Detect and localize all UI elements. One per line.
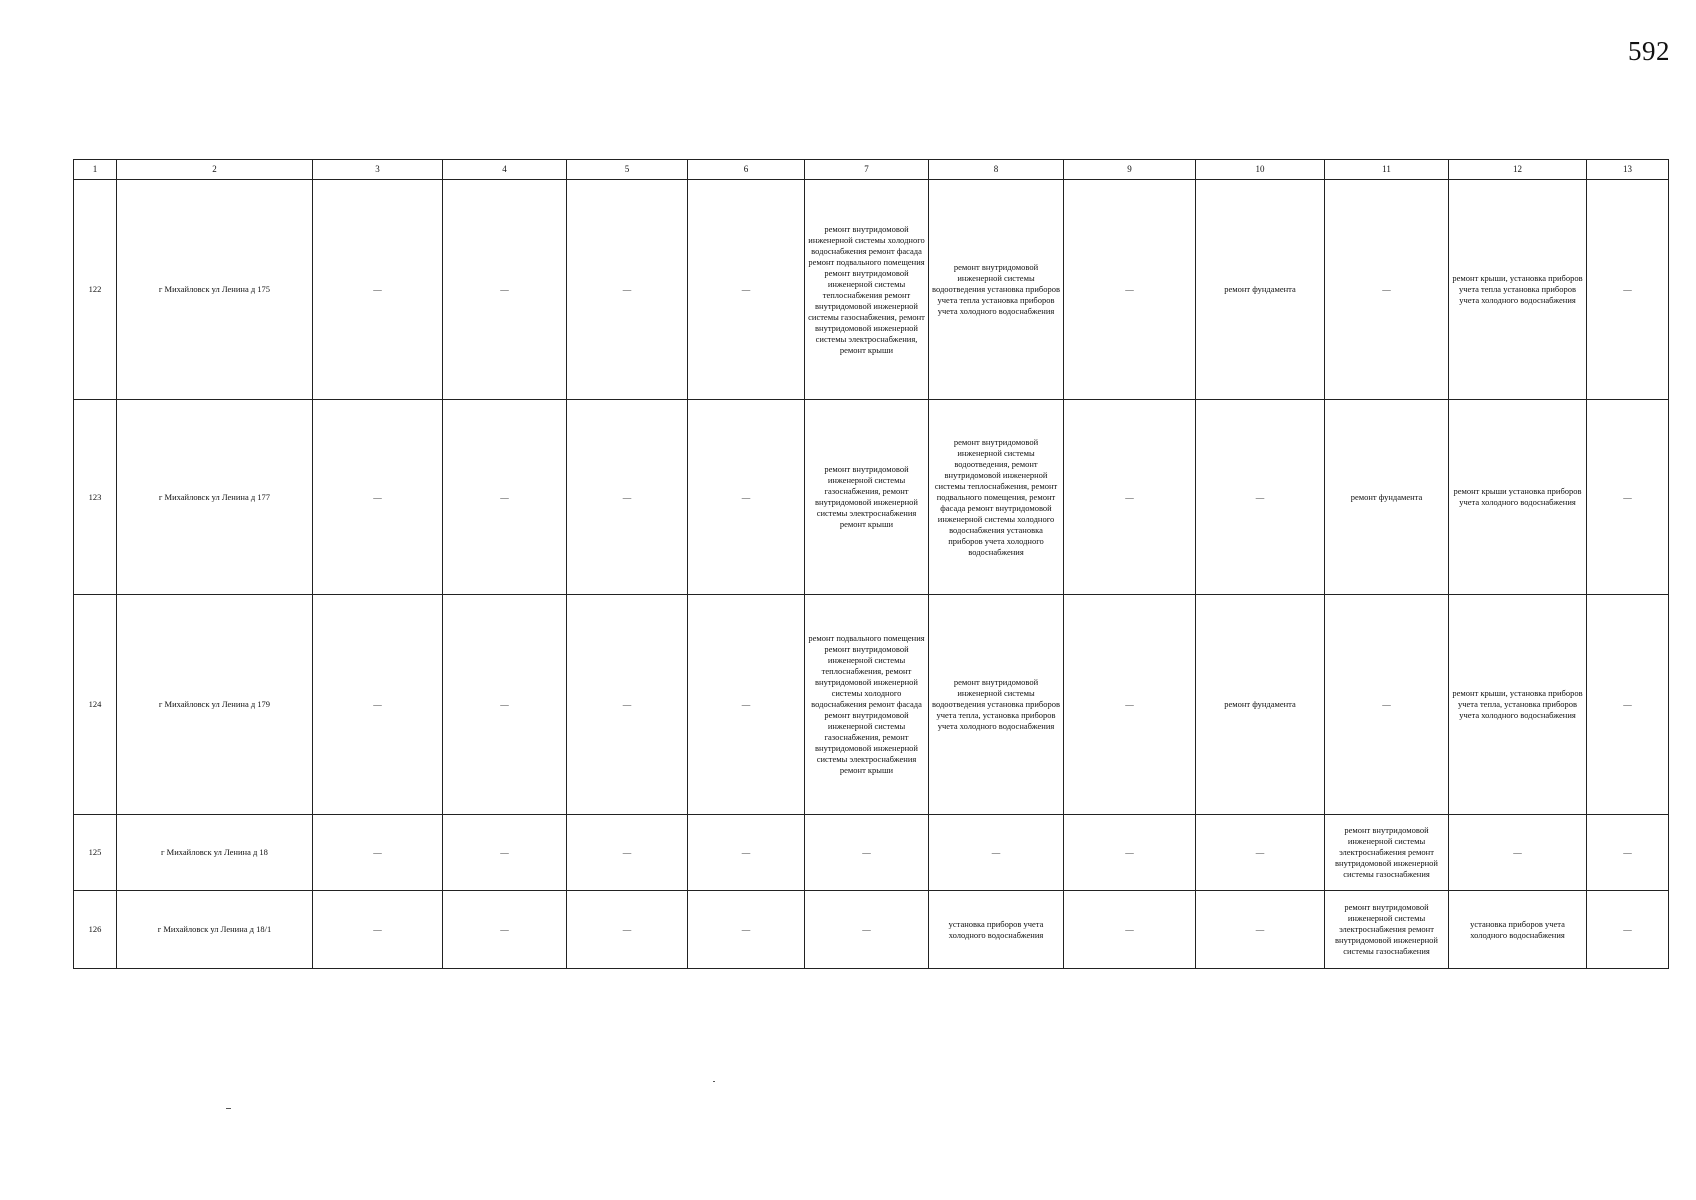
work-cell: ремонт подвального помещения ремонт внутридомовой инженерной системы теплоснабжения, ремонт внутридомовой инженерной системы холодного водоснабжения ремонт фасада ремонт внутридомовой инженерной системы газоснабжения, ремонт внутридомовой инженерной системы электроснабжения ремонт крыши	[805, 595, 929, 815]
address-cell: г Михайловск ул Ленина д 177	[117, 400, 313, 595]
dash-cell: —	[567, 595, 688, 815]
column-header: 12	[1449, 160, 1587, 180]
dash-cell: —	[929, 815, 1064, 891]
dash-cell: —	[443, 595, 567, 815]
dash-cell: —	[1196, 891, 1325, 969]
column-header: 6	[688, 160, 805, 180]
dash-cell: —	[567, 400, 688, 595]
dash-cell: —	[1587, 400, 1669, 595]
work-cell: ремонт внутридомовой инженерной системы водоотведения установка приборов учета тепла установка приборов учета холодного водоснабжения	[929, 180, 1064, 400]
dash-cell: —	[1064, 400, 1196, 595]
dash-cell: —	[1587, 180, 1669, 400]
table-row	[74, 815, 1669, 891]
row-number: 124	[74, 595, 117, 815]
dash-cell: —	[313, 891, 443, 969]
column-header: 5	[567, 160, 688, 180]
address-cell: г Михайловск ул Ленина д 179	[117, 595, 313, 815]
column-header: 8	[929, 160, 1064, 180]
address-cell: г Михайловск ул Ленина д 18	[117, 815, 313, 891]
column-header: 9	[1064, 160, 1196, 180]
dash-cell: —	[688, 891, 805, 969]
dash-cell: —	[313, 180, 443, 400]
dash-cell: —	[443, 400, 567, 595]
dash-cell: —	[313, 595, 443, 815]
dash-cell: —	[1587, 891, 1669, 969]
row-number: 126	[74, 891, 117, 969]
dash-cell: —	[1325, 180, 1449, 400]
column-header: 10	[1196, 160, 1325, 180]
header-row	[74, 160, 1669, 180]
dash-cell: —	[1325, 595, 1449, 815]
row-number: 123	[74, 400, 117, 595]
work-cell: установка приборов учета холодного водоснабжения	[929, 891, 1064, 969]
column-header: 7	[805, 160, 929, 180]
dash-cell: —	[1064, 595, 1196, 815]
work-cell: ремонт крыши, установка приборов учета тепла, установка приборов учета холодного водоснабжения	[1449, 595, 1587, 815]
work-cell: ремонт внутридомовой инженерной системы электроснабжения ремонт внутридомовой инженерной системы газоснабжения	[1325, 891, 1449, 969]
dash-cell: —	[313, 400, 443, 595]
work-cell: ремонт внутридомовой инженерной системы водоотведения установка приборов учета тепла, установка приборов учета холодного водоснабжения	[929, 595, 1064, 815]
dash-cell: —	[1449, 815, 1587, 891]
dash-cell: —	[1064, 180, 1196, 400]
dash-cell: —	[567, 815, 688, 891]
column-header: 2	[117, 160, 313, 180]
scan-speck	[226, 1108, 231, 1109]
work-cell: ремонт внутридомовой инженерной системы водоотведения, ремонт внутридомовой инженерной системы теплоснабжения, ремонт подвального помещения, ремонт фасада ремонт внутридомовой инженерной системы холодного водоснабжения установка приборов учета холодного водоснабжения	[929, 400, 1064, 595]
table-row	[74, 595, 1669, 815]
work-cell: ремонт крыши установка приборов учета холодного водоснабжения	[1449, 400, 1587, 595]
dash-cell: —	[805, 891, 929, 969]
row-number: 125	[74, 815, 117, 891]
table-row	[74, 891, 1669, 969]
column-header: 1	[74, 160, 117, 180]
work-cell: ремонт фундамента	[1196, 595, 1325, 815]
dash-cell: —	[1587, 595, 1669, 815]
dash-cell: —	[1196, 815, 1325, 891]
dash-cell: —	[805, 815, 929, 891]
column-header: 13	[1587, 160, 1669, 180]
dash-cell: —	[1587, 815, 1669, 891]
row-number: 122	[74, 180, 117, 400]
address-cell: г Михайловск ул Ленина д 175	[117, 180, 313, 400]
dash-cell: —	[1064, 815, 1196, 891]
work-cell: ремонт крыши, установка приборов учета тепла установка приборов учета холодного водоснабжения	[1449, 180, 1587, 400]
dash-cell: —	[1196, 400, 1325, 595]
dash-cell: —	[313, 815, 443, 891]
work-cell: ремонт внутридомовой инженерной системы электроснабжения ремонт внутридомовой инженерной системы газоснабжения	[1325, 815, 1449, 891]
dash-cell: —	[567, 891, 688, 969]
repair-program-table	[73, 159, 1669, 969]
work-cell: ремонт фундамента	[1325, 400, 1449, 595]
dash-cell: —	[1064, 891, 1196, 969]
column-header: 11	[1325, 160, 1449, 180]
work-cell: установка приборов учета холодного водоснабжения	[1449, 891, 1587, 969]
work-cell: ремонт внутридомовой инженерной системы холодного водоснабжения ремонт фасада ремонт подвального помещения ремонт внутридомовой инженерной системы теплоснабжения ремонт внутридомовой инженерной системы газоснабжения, ремонт внутридомовой инженерной системы электроснабжения, ремонт крыши	[805, 180, 929, 400]
dash-cell: —	[443, 180, 567, 400]
table-row	[74, 180, 1669, 400]
dash-cell: —	[567, 180, 688, 400]
dash-cell: —	[443, 815, 567, 891]
page-number: 592	[1628, 36, 1670, 66]
table-row	[74, 400, 1669, 595]
column-header: 3	[313, 160, 443, 180]
dash-cell: —	[688, 815, 805, 891]
work-cell: ремонт фундамента	[1196, 180, 1325, 400]
column-header: 4	[443, 160, 567, 180]
dash-cell: —	[688, 400, 805, 595]
work-cell: ремонт внутридомовой инженерной системы газоснабжения, ремонт внутридомовой инженерной системы электроснабжения ремонт крыши	[805, 400, 929, 595]
dash-cell: —	[688, 595, 805, 815]
address-cell: г Михайловск ул Ленина д 18/1	[117, 891, 313, 969]
dash-cell: —	[443, 891, 567, 969]
scan-speck	[713, 1081, 715, 1082]
dash-cell: —	[688, 180, 805, 400]
